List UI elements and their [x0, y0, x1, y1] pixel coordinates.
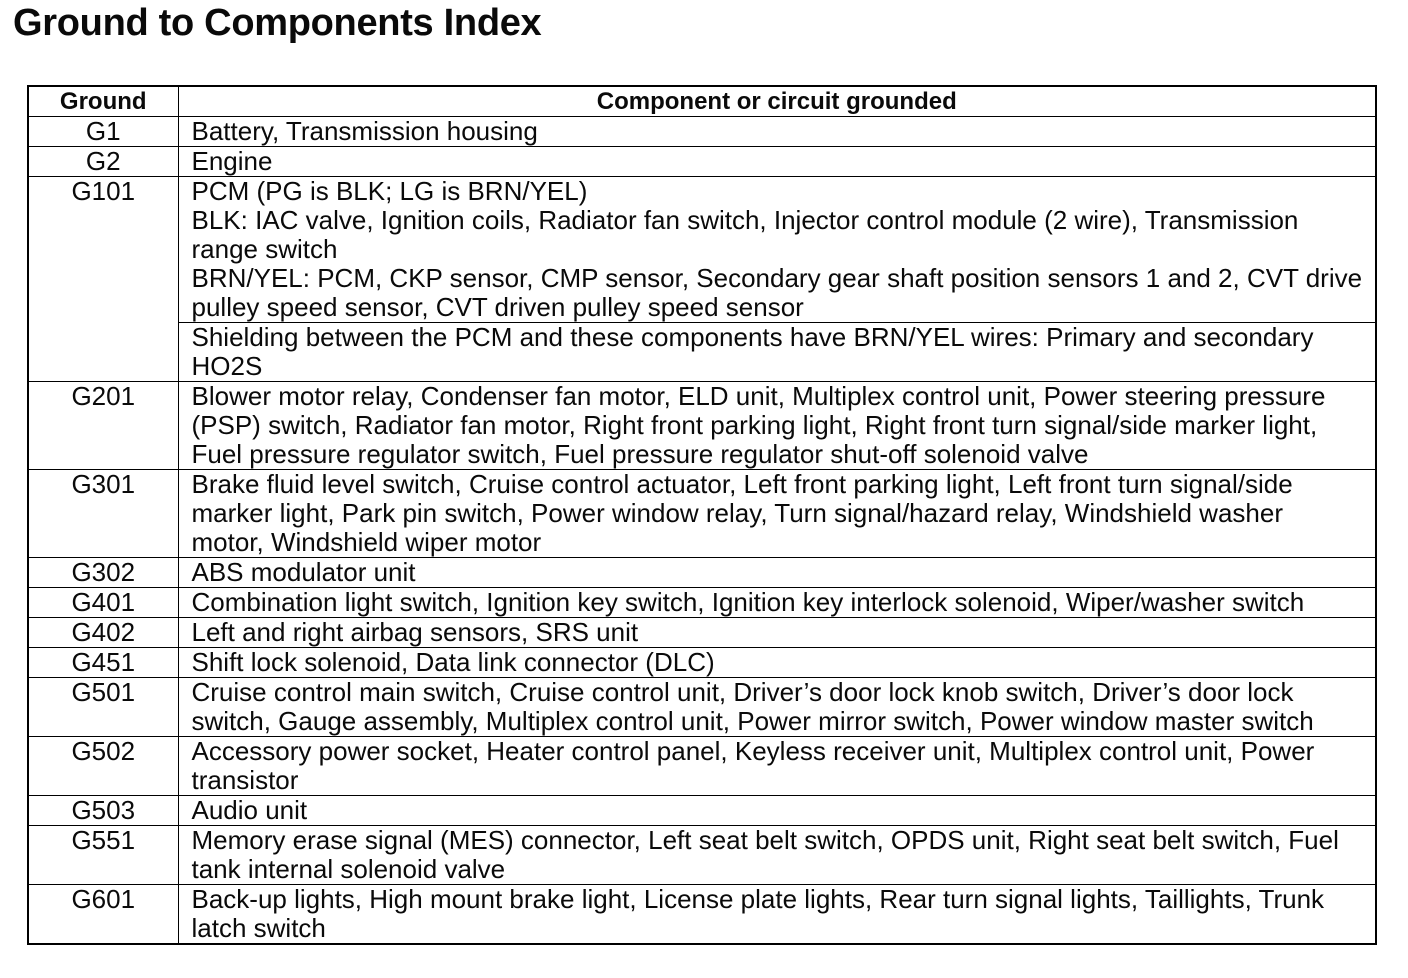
table-row-g301: [28, 470, 1376, 558]
component-list: [178, 618, 1376, 648]
component-list: [178, 470, 1376, 558]
component-list: [178, 382, 1376, 470]
ground-id: G601: [28, 885, 178, 945]
ground-id: G402: [28, 618, 178, 648]
ground-id: G551: [28, 826, 178, 885]
table-row-g201: [28, 382, 1376, 470]
component-list: [178, 737, 1376, 796]
component-line: Back-up lights, High mount brake light, License plate lights, Rear turn signal lights, Taillights, Trunk: [191, 885, 1325, 914]
component-line: Shift lock solenoid, Data link connector (DLC): [191, 648, 715, 677]
component-line: pulley speed sensor, CVT driven pulley speed sensor: [191, 293, 804, 322]
component-line: Fuel pressure regulator switch, Fuel pressure regulator shut-off solenoid valve: [191, 440, 1089, 469]
component-line: Brake fluid level switch, Cruise control actuator, Left front parking light, Left front turn signal/side: [191, 470, 1293, 499]
ground-id: G101: [28, 177, 178, 382]
component-line: Engine: [191, 147, 273, 176]
component-list: [178, 588, 1376, 618]
table-header: [28, 86, 1376, 117]
component-line: marker light, Park pin switch, Power window relay, Turn signal/hazard relay, Windshield washer: [191, 499, 1283, 528]
shielding-block: [179, 322, 1376, 381]
shielding-line: HO2S: [191, 352, 263, 381]
table-row-g2: [28, 147, 1376, 177]
header-ground: Ground: [28, 86, 178, 117]
component-line: switch, Gauge assembly, Multiplex control unit, Power mirror switch, Power window master switch: [191, 707, 1314, 736]
component-line: Audio unit: [191, 796, 308, 825]
component-line: Left and right airbag sensors, SRS unit: [191, 618, 639, 647]
ground-id: G201: [28, 382, 178, 470]
component-line: transistor: [191, 766, 299, 795]
ground-index-table: [27, 85, 1377, 945]
component-block: [179, 177, 1376, 322]
ground-id: G302: [28, 558, 178, 588]
component-line: Accessory power socket, Heater control panel, Keyless receiver unit, Multiplex control unit, Power: [191, 737, 1315, 766]
ground-id: G2: [28, 147, 178, 177]
shielding-line: Shielding between the PCM and these components have BRN/YEL wires: Primary and secondary: [191, 323, 1314, 352]
ground-id: G451: [28, 648, 178, 678]
ground-id: G301: [28, 470, 178, 558]
component-list: [178, 796, 1376, 826]
table-row-g503: [28, 796, 1376, 826]
component-line: BLK: IAC valve, Ignition coils, Radiator fan switch, Injector control module (2 wire), Transmission: [191, 206, 1299, 235]
component-list: [178, 117, 1376, 147]
component-line: Battery, Transmission housing: [191, 117, 538, 146]
header-component: Component or circuit grounded: [178, 86, 1376, 117]
component-line: Combination light switch, Ignition key switch, Ignition key interlock solenoid, Wiper/washer switch: [191, 588, 1305, 617]
table-row-g401: [28, 588, 1376, 618]
header-row: [28, 86, 1376, 117]
component-line: PCM (PG is BLK; LG is BRN/YEL): [191, 177, 588, 206]
ground-id: G1: [28, 117, 178, 147]
table-row-g451: [28, 648, 1376, 678]
component-list: [178, 558, 1376, 588]
component-line: motor, Windshield wiper motor: [191, 528, 542, 557]
component-list: [178, 826, 1376, 885]
ground-id: G502: [28, 737, 178, 796]
component-list: [178, 177, 1376, 382]
ground-id: G401: [28, 588, 178, 618]
ground-id: G503: [28, 796, 178, 826]
table-row-g601: [28, 885, 1376, 945]
component-line: ABS modulator unit: [191, 558, 416, 587]
component-line: Memory erase signal (MES) connector, Left seat belt switch, OPDS unit, Right seat belt switch, Fuel: [191, 826, 1339, 855]
component-list: [178, 648, 1376, 678]
component-list: [178, 885, 1376, 945]
component-line: BRN/YEL: PCM, CKP sensor, CMP sensor, Secondary gear shaft position sensors 1 and 2, CVT drive: [191, 264, 1363, 293]
component-line: tank internal solenoid valve: [191, 855, 506, 884]
component-line: Blower motor relay, Condenser fan motor, ELD unit, Multiplex control unit, Power steering pressure: [191, 382, 1326, 411]
page-title: Ground to Components Index: [13, 2, 542, 44]
component-list: [178, 147, 1376, 177]
component-line: (PSP) switch, Radiator fan motor, Right front parking light, Right front turn signal/side marker light,: [191, 411, 1318, 440]
component-list: [178, 678, 1376, 737]
table-row-g501: [28, 678, 1376, 737]
ground-id: G501: [28, 678, 178, 737]
table-row-g1: [28, 117, 1376, 147]
table-body: [28, 117, 1376, 945]
component-line: range switch: [191, 235, 338, 264]
component-line: latch switch: [191, 914, 326, 943]
table-row-g101: [28, 177, 1376, 382]
table-row-g502: [28, 737, 1376, 796]
table-row-g551: [28, 826, 1376, 885]
table-row-g302: [28, 558, 1376, 588]
table-row-g402: [28, 618, 1376, 648]
component-line: Cruise control main switch, Cruise control unit, Driver’s door lock knob switch, Driver’s door lock: [191, 678, 1294, 707]
